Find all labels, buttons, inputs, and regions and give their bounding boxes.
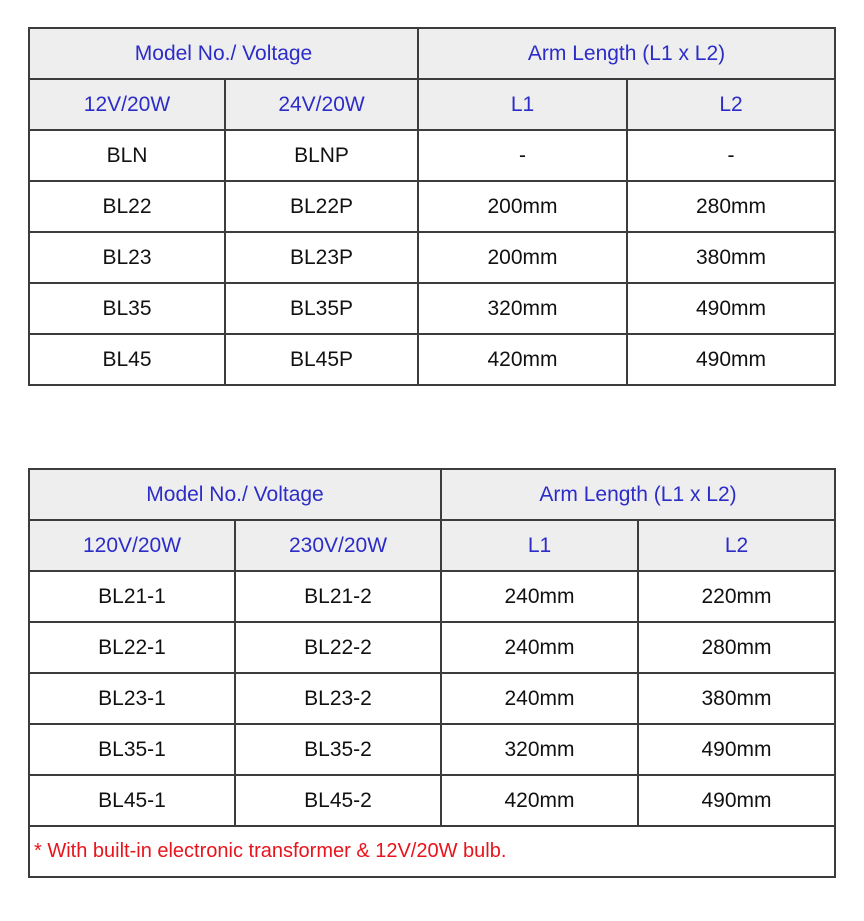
l1-cell: 420mm <box>441 775 638 826</box>
spec-table-low-voltage <box>28 27 836 386</box>
table-row <box>29 673 835 724</box>
l2-cell: 220mm <box>638 571 835 622</box>
table-group-header-row <box>29 28 835 79</box>
model-cell: BL23-1 <box>29 673 235 724</box>
model-cell: BL21-1 <box>29 571 235 622</box>
column-header-voltage-2: 230V/20W <box>235 520 441 571</box>
table-row <box>29 334 835 385</box>
column-header-l1: L1 <box>418 79 627 130</box>
model-cell: BL45-2 <box>235 775 441 826</box>
l1-cell: 240mm <box>441 673 638 724</box>
l2-cell: 380mm <box>638 673 835 724</box>
model-cell: BL35P <box>225 283 418 334</box>
arm-length-header: Arm Length (L1 x L2) <box>418 28 835 79</box>
l2-cell: 490mm <box>638 775 835 826</box>
l1-cell: 240mm <box>441 571 638 622</box>
footnote: * With built-in electronic transformer & 12V/20W bulb. <box>29 826 835 877</box>
table-row <box>29 622 835 673</box>
column-header-voltage-1: 120V/20W <box>29 520 235 571</box>
l2-cell: 490mm <box>627 334 835 385</box>
model-cell: BLN <box>29 130 225 181</box>
model-voltage-header: Model No./ Voltage <box>29 469 441 520</box>
l1-cell: - <box>418 130 627 181</box>
spec-table-line-voltage <box>28 468 836 878</box>
model-cell: BL35 <box>29 283 225 334</box>
column-header-voltage-1: 12V/20W <box>29 79 225 130</box>
table-column-header-row <box>29 520 835 571</box>
model-cell: BL22 <box>29 181 225 232</box>
arm-length-header: Arm Length (L1 x L2) <box>441 469 835 520</box>
l2-cell: 280mm <box>627 181 835 232</box>
model-cell: BL35-2 <box>235 724 441 775</box>
table-row <box>29 571 835 622</box>
l1-cell: 240mm <box>441 622 638 673</box>
l1-cell: 320mm <box>418 283 627 334</box>
table-row <box>29 775 835 826</box>
table-row <box>29 130 835 181</box>
model-cell: BL22P <box>225 181 418 232</box>
column-header-l2: L2 <box>627 79 835 130</box>
table-row <box>29 232 835 283</box>
l2-cell: 490mm <box>627 283 835 334</box>
footnote-row <box>29 826 835 877</box>
l1-cell: 200mm <box>418 232 627 283</box>
model-cell: BL45P <box>225 334 418 385</box>
model-cell: BL45 <box>29 334 225 385</box>
l2-cell: 490mm <box>638 724 835 775</box>
column-header-voltage-2: 24V/20W <box>225 79 418 130</box>
l1-cell: 200mm <box>418 181 627 232</box>
model-cell: BL35-1 <box>29 724 235 775</box>
table-column-header-row <box>29 79 835 130</box>
l1-cell: 320mm <box>441 724 638 775</box>
model-cell: BL45-1 <box>29 775 235 826</box>
column-header-l2: L2 <box>638 520 835 571</box>
table-row <box>29 181 835 232</box>
table-row <box>29 724 835 775</box>
table-group-header-row <box>29 469 835 520</box>
column-header-l1: L1 <box>441 520 638 571</box>
model-cell: BL21-2 <box>235 571 441 622</box>
l1-cell: 420mm <box>418 334 627 385</box>
model-cell: BL23 <box>29 232 225 283</box>
l2-cell: - <box>627 130 835 181</box>
model-cell: BL22-2 <box>235 622 441 673</box>
table-row <box>29 283 835 334</box>
l2-cell: 380mm <box>627 232 835 283</box>
model-voltage-header: Model No./ Voltage <box>29 28 418 79</box>
model-cell: BL23-2 <box>235 673 441 724</box>
model-cell: BLNP <box>225 130 418 181</box>
model-cell: BL23P <box>225 232 418 283</box>
l2-cell: 280mm <box>638 622 835 673</box>
model-cell: BL22-1 <box>29 622 235 673</box>
